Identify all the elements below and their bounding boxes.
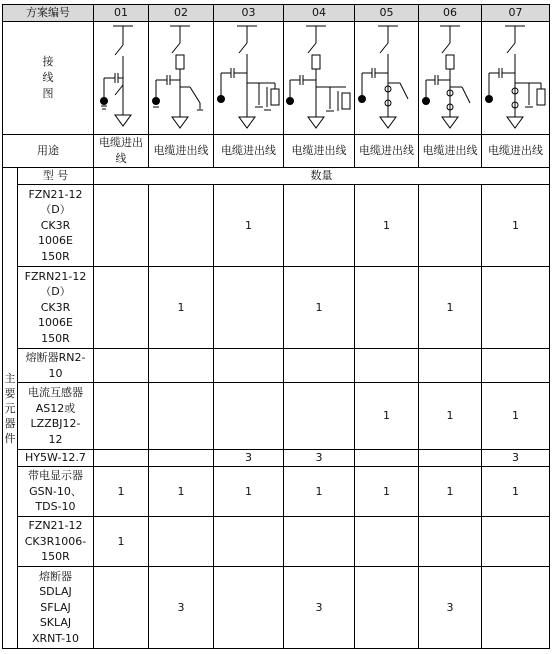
scheme-number-06: 06 [419, 5, 482, 22]
table-row [3, 467, 550, 517]
qty-cell [149, 383, 214, 450]
qty-cell: 1 [214, 467, 284, 517]
qty-cell: 1 [149, 467, 214, 517]
qty-cell: 1 [482, 185, 550, 267]
scheme-number-07: 07 [482, 5, 550, 22]
qty-cell [482, 567, 550, 649]
model-cell: FZRN21-12 （D） CK3R 1006E 150R [18, 267, 94, 349]
single-line-diagram-06 [420, 23, 480, 133]
qty-cell: 1 [355, 383, 419, 450]
model-header: 型 号 [18, 168, 94, 185]
qty-cell [94, 349, 149, 383]
qty-cell [94, 450, 149, 467]
purpose-02: 电缆进出线 [149, 135, 214, 168]
qty-cell [355, 349, 419, 383]
qty-cell [284, 517, 355, 567]
qty-cell: 1 [355, 185, 419, 267]
qty-cell: 1 [355, 467, 419, 517]
scheme-table [2, 4, 550, 649]
wiring-diagram-05 [355, 22, 419, 135]
model-cell: 熔断器RN2- 10 [18, 349, 94, 383]
qty-cell [482, 267, 550, 349]
qty-cell: 1 [482, 467, 550, 517]
qty-cell: 1 [284, 467, 355, 517]
qty-cell [94, 383, 149, 450]
qty-cell [94, 567, 149, 649]
purpose-06: 电缆进出线 [419, 135, 482, 168]
qty-cell [149, 185, 214, 267]
qty-cell [94, 185, 149, 267]
purpose-01: 电缆进出线 [94, 135, 149, 168]
qty-cell [214, 383, 284, 450]
quantity-header: 数量 [94, 168, 550, 185]
model-cell: FZN21-12 CK3R1006- 150R [18, 517, 94, 567]
table-row [3, 349, 550, 383]
wiring-label-line: 线 [42, 71, 54, 84]
qty-cell: 1 [419, 467, 482, 517]
qty-cell: 3 [284, 567, 355, 649]
scheme-number-01: 01 [94, 5, 149, 22]
table-row [3, 185, 550, 267]
qty-cell: 1 [214, 185, 284, 267]
qty-cell: 1 [482, 383, 550, 450]
qty-cell [419, 185, 482, 267]
qty-cell: 1 [149, 267, 214, 349]
wiring-label-line: 图 [42, 87, 54, 100]
qty-cell: 3 [149, 567, 214, 649]
qty-cell: 1 [94, 467, 149, 517]
single-line-diagram-02 [150, 23, 212, 133]
model-cell: HY5W-12.7 [18, 450, 94, 467]
scheme-number-04: 04 [284, 5, 355, 22]
qty-cell [419, 349, 482, 383]
qty-cell [214, 567, 284, 649]
purpose-07: 电缆进出线 [482, 135, 550, 168]
wiring-diagram-label [3, 22, 94, 135]
qty-cell [355, 517, 419, 567]
table-row [3, 567, 550, 649]
qty-cell [419, 450, 482, 467]
qty-cell: 3 [419, 567, 482, 649]
qty-cell [214, 517, 284, 567]
table-row [3, 267, 550, 349]
qty-cell: 3 [482, 450, 550, 467]
qty-cell [149, 450, 214, 467]
qty-cell [284, 185, 355, 267]
single-line-diagram-03 [215, 23, 283, 133]
model-cell: FZN21-12 （D） CK3R 1006E 150R [18, 185, 94, 267]
qty-cell [482, 349, 550, 383]
purpose-05: 电缆进出线 [355, 135, 419, 168]
qty-cell [214, 267, 284, 349]
wiring-diagram-02 [149, 22, 214, 135]
wiring-diagram-04 [284, 22, 355, 135]
qty-cell [214, 349, 284, 383]
wiring-diagram-01 [94, 22, 149, 135]
wiring-diagram-06 [419, 22, 482, 135]
qty-cell [355, 567, 419, 649]
table-row [3, 450, 550, 467]
model-cell: 带电显示器 GSN-10、 TDS-10 [18, 467, 94, 517]
qty-cell [355, 450, 419, 467]
single-line-diagram-05 [356, 23, 418, 133]
qty-cell: 1 [94, 517, 149, 567]
qty-cell: 3 [284, 450, 355, 467]
purpose-04: 电缆进出线 [284, 135, 355, 168]
purpose-label: 用途 [3, 135, 94, 168]
qty-cell: 3 [214, 450, 284, 467]
qty-cell [284, 383, 355, 450]
qty-cell: 1 [419, 267, 482, 349]
qty-cell [355, 267, 419, 349]
qty-cell [149, 517, 214, 567]
scheme-number-02: 02 [149, 5, 214, 22]
single-line-diagram-07 [483, 23, 549, 133]
qty-cell: 1 [419, 383, 482, 450]
wiring-diagram-07 [482, 22, 550, 135]
qty-cell [419, 517, 482, 567]
qty-cell [482, 517, 550, 567]
table-row [3, 383, 550, 450]
wiring-diagram-03 [214, 22, 284, 135]
qty-cell [284, 349, 355, 383]
model-cell: 电流互感器 AS12或 LZZBJ12- 12 [18, 383, 94, 450]
qty-cell [149, 349, 214, 383]
single-line-diagram-04 [284, 23, 354, 133]
qty-cell [94, 267, 149, 349]
main-components-label: 主 要 元 器 件 [3, 168, 18, 649]
qty-cell: 1 [284, 267, 355, 349]
scheme-number-03: 03 [214, 5, 284, 22]
table-row [3, 517, 550, 567]
wiring-label-line: 接 [42, 55, 54, 68]
single-line-diagram-01 [95, 23, 147, 133]
model-cell: 熔断器 SDLAJ SFLAJ SKLAJ XRNT-10 [18, 567, 94, 649]
purpose-03: 电缆进出线 [214, 135, 284, 168]
scheme-number-05: 05 [355, 5, 419, 22]
scheme-number-label: 方案编号 [3, 5, 94, 22]
